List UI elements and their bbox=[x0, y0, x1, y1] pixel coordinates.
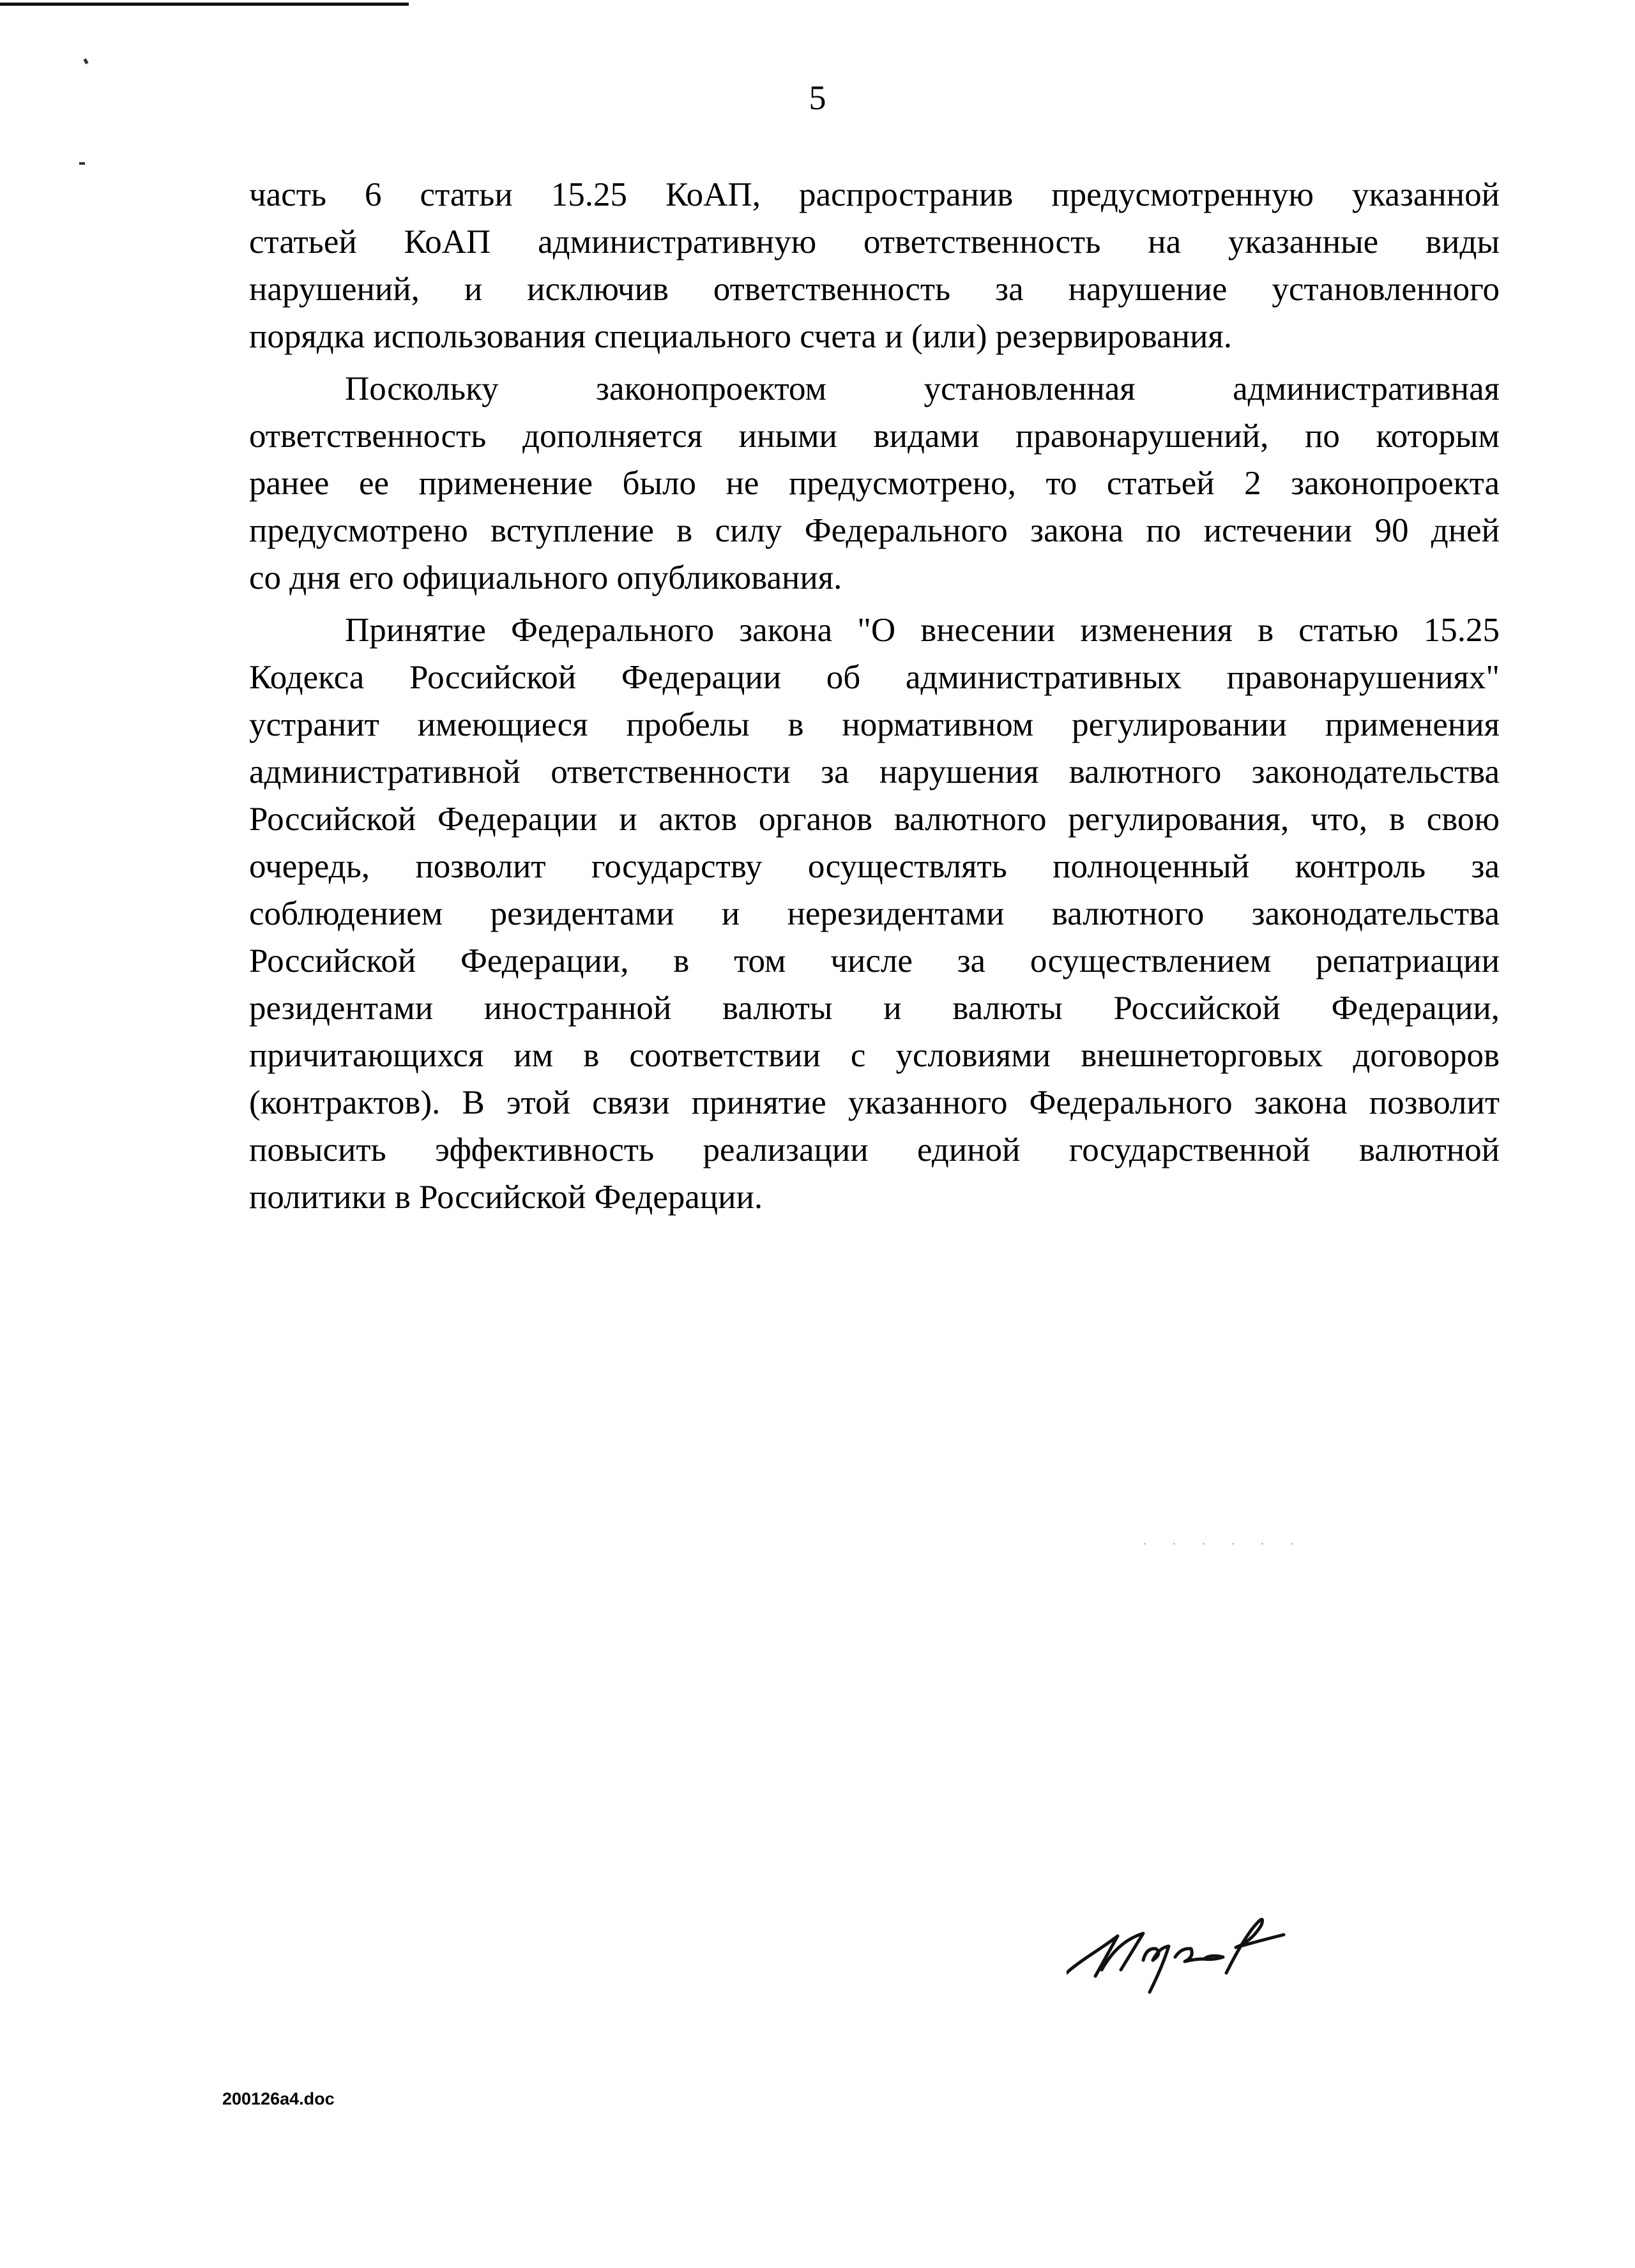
text-line: соблюдением резидентами и нерезидентами валютного законодательства bbox=[249, 895, 1500, 932]
paragraph bbox=[249, 171, 1500, 360]
text-line: устранит имеющиеся пробелы в нормативном регулировании применения bbox=[249, 706, 1500, 743]
scan-mark bbox=[79, 162, 85, 165]
text-line: Кодекса Российской Федерации об административных правонарушениях" bbox=[249, 659, 1500, 696]
scan-mark bbox=[83, 58, 88, 64]
text-line: нарушений, и исключив ответственность за нарушение установленного bbox=[249, 271, 1500, 308]
text-line: статьей КоАП административную ответственность на указанные виды bbox=[249, 223, 1500, 261]
page-number: 5 bbox=[809, 79, 826, 117]
top-border-line bbox=[0, 3, 409, 6]
text-line: со дня его официального опубликования. bbox=[249, 559, 842, 596]
text-line: повысить эффективность реализации единой государственной валютной bbox=[249, 1131, 1500, 1168]
signature bbox=[1067, 1909, 1309, 2005]
text-line: административной ответственности за нарушения валютного законодательства bbox=[249, 753, 1500, 790]
text-line: Поскольку законопроектом установленная административная bbox=[345, 370, 1500, 407]
text-line: ранее ее применение было не предусмотрено, то статьей 2 законопроекта bbox=[249, 465, 1500, 502]
text-line: предусмотрено вступление в силу Федерального закона по истечении 90 дней bbox=[249, 512, 1500, 549]
text-line: порядка использования специального счета и (или) резервирования. bbox=[249, 318, 1232, 355]
text-line: причитающихся им в соответствии с условиями внешнеторговых договоров bbox=[249, 1037, 1500, 1074]
text-line: Российской Федерации и актов органов валютного регулирования, что, в свою bbox=[249, 801, 1500, 838]
text-line: политики в Российской Федерации. bbox=[249, 1179, 763, 1216]
text-line: Российской Федерации, в том числе за осуществлением репатриации bbox=[249, 942, 1500, 979]
text-line: ответственность дополняется иными видами правонарушений, по которым bbox=[249, 418, 1500, 455]
text-line: Принятие Федерального закона "О внесении изменения в статью 15.25 bbox=[345, 612, 1500, 649]
text-line: (контрактов). В этой связи принятие указанного Федерального закона позволит bbox=[249, 1084, 1500, 1121]
paragraph bbox=[249, 607, 1500, 1221]
document-body bbox=[249, 171, 1500, 1226]
text-line: очередь, позволит государству осуществлять полноценный контроль за bbox=[249, 848, 1500, 885]
text-line: часть 6 статьи 15.25 КоАП, распространив предусмотренную указанной bbox=[249, 176, 1500, 213]
scan-noise: . . . . . . bbox=[1143, 1534, 1305, 1548]
text-line: резидентами иностранной валюты и валюты Российской Федерации, bbox=[249, 990, 1500, 1027]
paragraph bbox=[249, 365, 1500, 601]
footer-filename: 200126a4.doc bbox=[222, 2089, 335, 2108]
